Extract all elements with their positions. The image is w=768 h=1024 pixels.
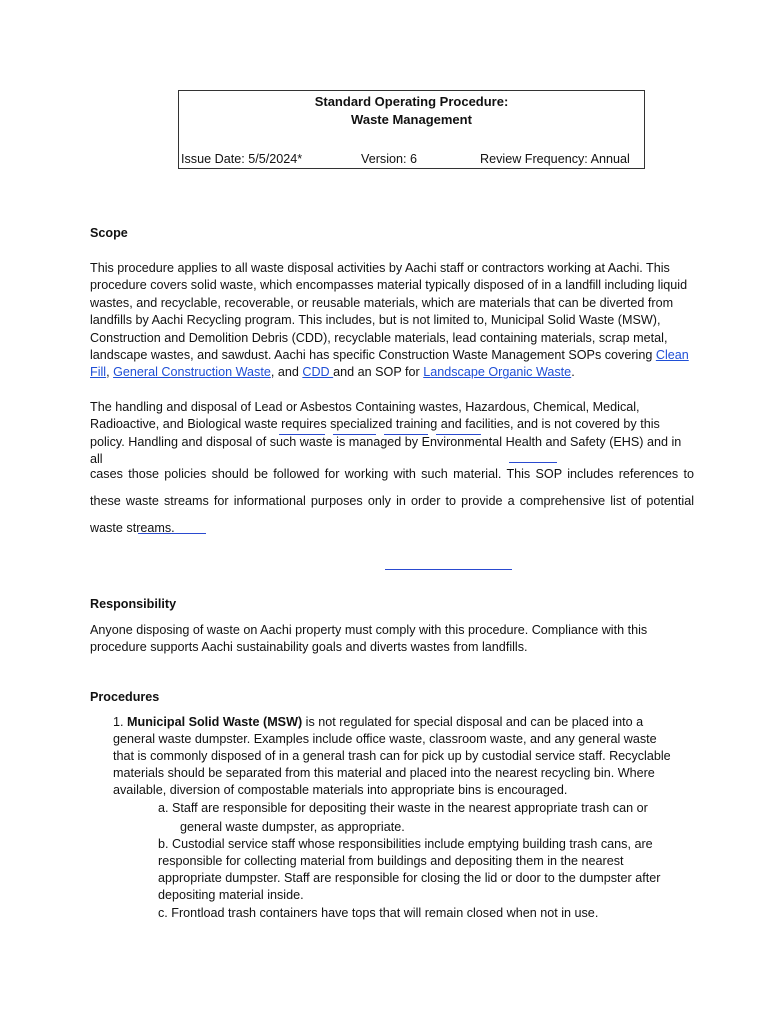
link-clean-fill[interactable]: Clean Fill (90, 348, 689, 380)
item-text: is not regulated for special disposal and can be placed into a general waste dumpster. Examples include office waste, classroom waste, and any general waste that is commonly disposed of in a general trash can for pick up by custodial service staff. Recyclable materials should be separated from this material and placed into the nearest recycling bin. Where available, diversion of compostable materials into appropriate bins is encouraged. (113, 715, 671, 797)
link-landscape-organic-waste[interactable]: Landscape Organic Waste (423, 365, 572, 380)
procedure-sub-c: c. Frontload trash containers have tops that will remain closed when not in use. (158, 906, 599, 920)
separator: and an SOP for (333, 365, 424, 380)
underline-mark (279, 434, 325, 435)
separator: , and (270, 365, 303, 380)
link-general-construction-waste[interactable]: General Construction Waste (113, 365, 271, 380)
link-cdd[interactable]: CDD (302, 365, 334, 380)
separator: , (106, 365, 114, 380)
responsibility-paragraph: Anyone disposing of waste on Aachi property must comply with this procedure. Compliance with this procedure supports Aachi sustainability goals and diverts wastes from landfills. (90, 623, 648, 655)
underline-mark (138, 533, 206, 534)
procedure-sub-b: b. Custodial service staff whose responsibilities include emptying building trash cans, are responsible for collecting material from buildings and depositing them in the nearest appropriate dumpster. Staff are responsible for closing the lid or door to the dumpster after depositing material inside. (158, 837, 661, 902)
underline-mark (333, 434, 376, 435)
scope-paragraph-1 (90, 260, 694, 382)
sub-a-line2: general waste dumpster, as appropriate. (180, 820, 405, 834)
procedure-sub-a (158, 800, 668, 836)
period: . (571, 365, 575, 380)
scope-heading: Scope (90, 226, 128, 240)
sop-header-box (178, 90, 645, 169)
item-number: 1. (113, 715, 128, 729)
scope-text: This procedure applies to all waste disposal activities by Aachi staff or contractors working at Aachi. This procedure covers solid waste, which encompasses material typically disposed of in a landfill including liquid wastes, and recyclable, recoverable, or reusable materials, which are materials that can be diverted from landfills by Aachi Recycling program. This includes, but is not limited to, Municipal Solid Waste (MSW), Construction and Demolition Debris (CDD), recyclable materials, lead containing materials, scrap metal, landscape wastes, and sawdust. Aachi has specific Construction Waste Management SOPs covering (90, 261, 688, 363)
issue-date: Issue Date: 5/5/2024* (181, 152, 303, 166)
item-title: Municipal Solid Waste (MSW) (127, 715, 303, 729)
underline-mark (385, 569, 512, 570)
scope-paragraph-2: The handling and disposal of Lead or Asbestos Containing wastes, Hazardous, Chemical, Medical, Radioactive, and Biological waste requires specialized training and facilities, and is not covered by this policy. Handling and disposal of such waste is managed by Environmental Health and Safety (EHS) and in all (90, 400, 682, 467)
procedures-heading: Procedures (90, 690, 160, 704)
responsibility-heading: Responsibility (90, 597, 177, 611)
version: Version: 6 (361, 152, 418, 166)
procedure-item-1 (113, 714, 673, 799)
underline-mark (436, 434, 481, 435)
sub-a-line1: a. Staff are responsible for depositing their waste in the nearest appropriate trash can or (158, 801, 648, 815)
sop-title-line2: Waste Management (351, 112, 472, 127)
review-frequency: Review Frequency: Annual (480, 152, 630, 166)
sop-title-line1: Standard Operating Procedure: (314, 94, 509, 109)
scope-paragraph-3: cases those policies should be followed for working with such material. This SOP includes references to these waste streams for informational purposes only in order to provide a comprehensive list of potential waste streams. (90, 467, 694, 535)
underline-mark (384, 434, 428, 435)
